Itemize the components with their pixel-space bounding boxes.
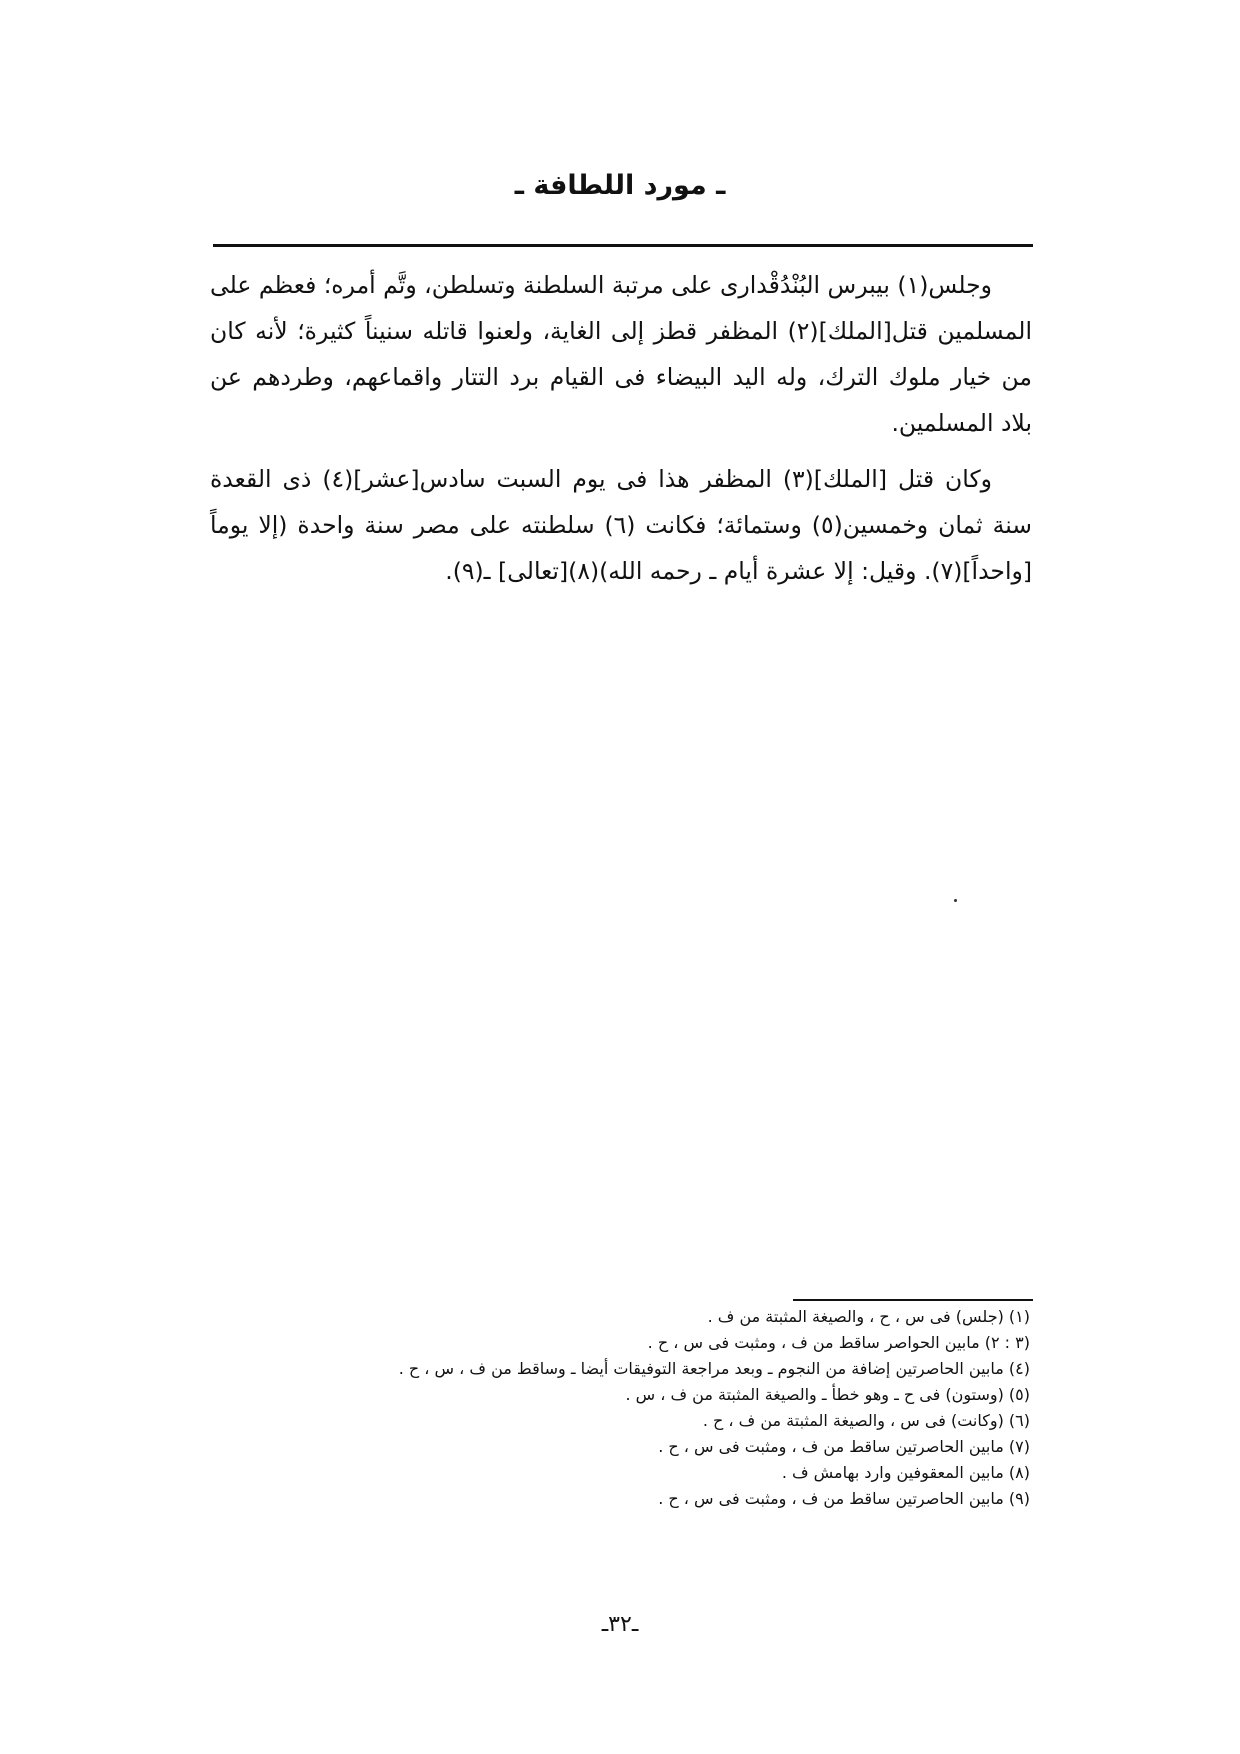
footnote: (٩) مابين الحاصرتين ساقط من ف ، ومثبت فى س ، ح .: [658, 1489, 1030, 1508]
scan-speck: [954, 899, 957, 902]
footnote-divider: [793, 1299, 1033, 1301]
footnote: (٨) مابين المعقوفين وارد بهامش ف .: [781, 1463, 1030, 1482]
footnote: (٦) (وكانت) فى س ، والصيغة المثبتة من ف ، ح .: [702, 1411, 1030, 1430]
header-divider: [213, 244, 1033, 247]
footnote: (٥) (وستون) فى ح ـ وهو خطأ ـ والصيغة المثبتة من ف ، س .: [625, 1385, 1030, 1404]
footnote: (٧) مابين الحاصرتين ساقط من ف ، ومثبت فى س ، ح .: [658, 1437, 1030, 1456]
main-text: [210, 262, 1032, 604]
paragraph: وجلس(١) بيبرس البُنْدُقْدارى على مرتبة السلطنة وتسلطن، وتَّم أمره؛ فعظم على المسلمين قتل[الملك](٢) المظفر قطز إلى الغاية، ولعنوا قاتله سنيناً كثيرة؛ لأنه كان من خيار ملوك الترك، وله اليد البيضاء فى القيام برد التتار واقماعهم، وطردهم عن بلاد المسلمين.: [210, 271, 1033, 437]
footnote: (٣ : ٢) مابين الحواصر ساقط من ف ، ومثبت فى س ، ح .: [647, 1333, 1030, 1352]
running-header: ـ مورد اللطافة ـ: [514, 170, 726, 201]
paragraph: وكان قتل [الملك](٣) المظفر هذا فى يوم السبت سادس[عشر](٤) ذى القعدة سنة ثمان وخمسين(٥) وستمائة؛ فكانت (٦) سلطنته على مصر سنة واحدة (إلا يوماً [واحداً](٧). وقيل: إلا عشرة أيام ـ رحمه الله)(٨)[تعالى] ـ(٩).: [210, 465, 1032, 585]
footnotes: [200, 1304, 1030, 1512]
footnote: (٤) مابين الحاصرتين إضافة من النجوم ـ وبعد مراجعة التوفيقات أيضا ـ وساقط من ف ، س ، ح .: [398, 1359, 1030, 1378]
footnote: (١) (جلس) فى س ، ح ، والصيغة المثبتة من ف .: [707, 1307, 1030, 1326]
page-number: ـ٣٢ـ: [601, 1612, 639, 1637]
